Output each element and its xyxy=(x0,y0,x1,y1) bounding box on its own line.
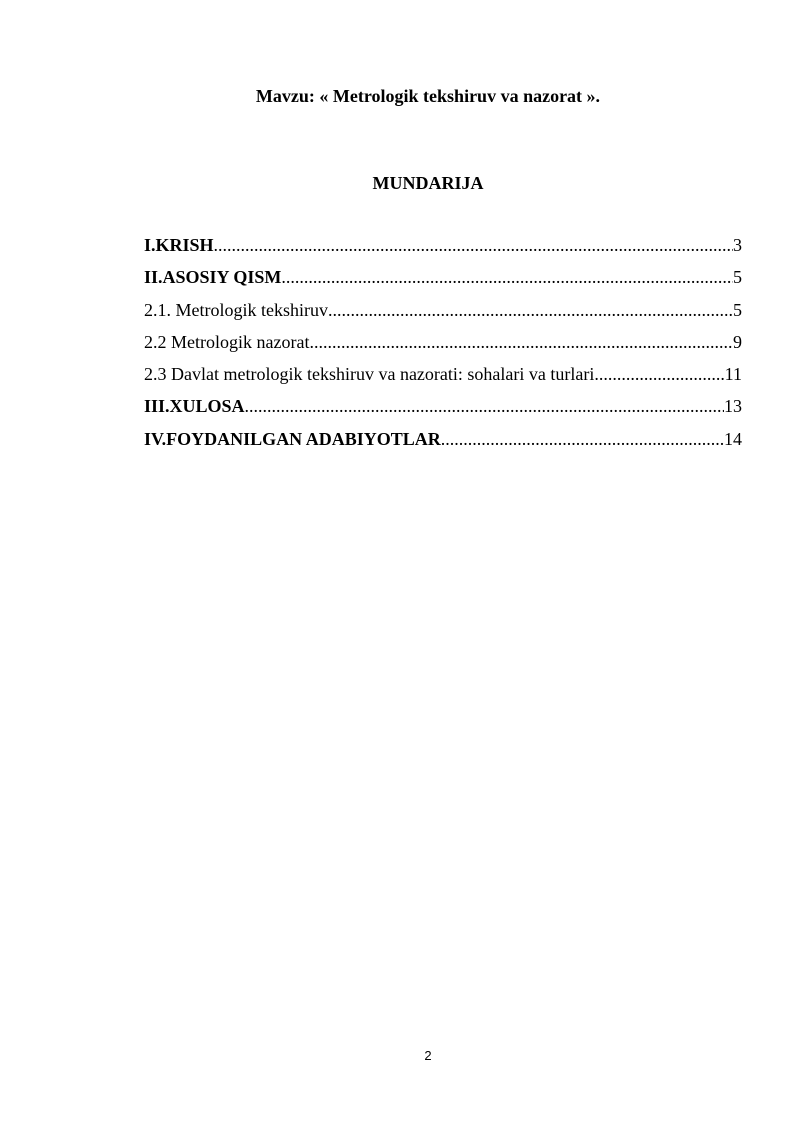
toc-entry-main-part[interactable] xyxy=(144,265,742,297)
toc-entry-label: 2.2 Metrologik nazorat xyxy=(144,331,310,352)
toc-dot-leader xyxy=(214,233,733,257)
toc-entry-section-2-3[interactable] xyxy=(144,362,742,394)
toc-heading: MUNDARIJA xyxy=(372,173,484,193)
toc-entry-introduction[interactable] xyxy=(144,233,742,265)
toc-entry-page: 5 xyxy=(733,267,742,288)
toc-dot-leader xyxy=(328,298,733,322)
page-title: Mavzu: « Metrologik tekshiruv va nazorat ». xyxy=(255,86,601,106)
toc-entry-page: 11 xyxy=(724,364,742,385)
toc-entry-section-2-1[interactable] xyxy=(144,298,742,330)
toc-entry-label: 2.3 Davlat metrologik tekshiruv va nazorati: sohalari va turlari xyxy=(144,364,595,385)
toc-dot-leader xyxy=(441,427,724,451)
toc-entry-page: 13 xyxy=(724,396,742,417)
table-of-contents xyxy=(144,233,742,459)
toc-entry-conclusion[interactable] xyxy=(144,394,742,426)
toc-dot-leader xyxy=(281,265,733,289)
toc-dot-leader xyxy=(309,330,733,354)
toc-entry-label: IV.FOYDANILGAN ADABIYOTLAR xyxy=(144,428,441,449)
toc-entry-label: III.XULOSA xyxy=(144,396,245,417)
page-number: 2 xyxy=(424,1048,432,1063)
toc-entry-page: 3 xyxy=(733,235,742,255)
toc-entry-references[interactable] xyxy=(144,427,742,459)
toc-entry-page: 14 xyxy=(724,428,742,449)
toc-entry-section-2-2[interactable] xyxy=(144,330,742,362)
toc-dot-leader xyxy=(245,394,724,418)
toc-entry-label: 2.1. Metrologik tekshiruv xyxy=(144,299,328,320)
toc-entry-label: I.KRISH xyxy=(144,235,214,255)
toc-entry-page: 9 xyxy=(733,331,742,352)
toc-dot-leader xyxy=(594,362,724,386)
toc-entry-page: 5 xyxy=(733,299,742,320)
toc-entry-label: II.ASOSIY QISM xyxy=(144,267,282,288)
